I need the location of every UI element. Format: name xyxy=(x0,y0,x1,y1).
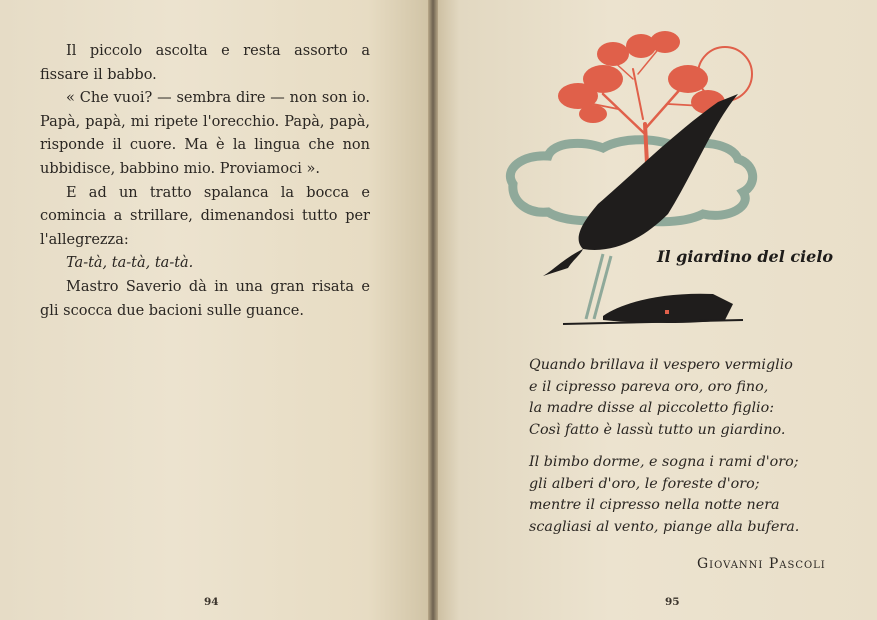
book-gutter xyxy=(428,0,438,620)
paragraph: Mastro Saverio dà in una gran risata e gli scocca due bacioni sulle guance. xyxy=(40,278,370,319)
paragraph: « Che vuoi? — sembra dire — non son io. Papà, papà, mi ripete l'orecchio. Papà, papà, risponde il cuore. Ma è la lingua che non ubbidisce, babbino mio. Proviamoci ». xyxy=(40,90,370,177)
poem-line: scagliasi al vento, piange alla bufera. xyxy=(529,518,800,535)
left-page xyxy=(0,0,433,620)
poem-line: e il cipresso pareva oro, oro fino, xyxy=(529,378,769,395)
left-page-text xyxy=(40,40,370,323)
paragraph-exclamation: Ta-tà, ta-tà, ta-tà. xyxy=(66,255,194,272)
page-number-left: 94 xyxy=(204,596,219,608)
poem-title: Il giardino del cielo xyxy=(657,247,834,266)
stanza-1 xyxy=(529,355,859,441)
house-silhouette xyxy=(603,294,733,323)
cypress-trunk xyxy=(586,254,611,319)
paragraph: E ad un tratto spalanca la bocca e comincia a strillare, dimenandosi tutto per l'allegrezza: xyxy=(40,184,370,248)
right-page xyxy=(433,0,877,620)
poem-line: Il bimbo dorme, e sogna i rami d'oro; xyxy=(529,454,799,470)
cypress-illustration xyxy=(493,24,823,334)
paragraph: Il piccolo ascolta e resta assorto a fissare il babbo. xyxy=(40,43,370,83)
poem-line: Quando brillava il vespero vermiglio xyxy=(529,357,793,373)
poem-line: mentre il cipresso nella notte nera xyxy=(529,497,780,513)
poem-line: gli alberi d'oro, le foreste d'oro; xyxy=(529,475,760,492)
poem-line: Così fatto è lassù tutto un giardino. xyxy=(529,421,786,438)
page-number-right: 95 xyxy=(665,596,680,608)
poem-line: la madre disse al piccoletto figlio: xyxy=(529,400,775,416)
poem-author: Giovanni Pascoli xyxy=(697,556,826,572)
house-window xyxy=(665,310,669,314)
stanza-2 xyxy=(529,452,859,538)
poem xyxy=(529,355,859,549)
